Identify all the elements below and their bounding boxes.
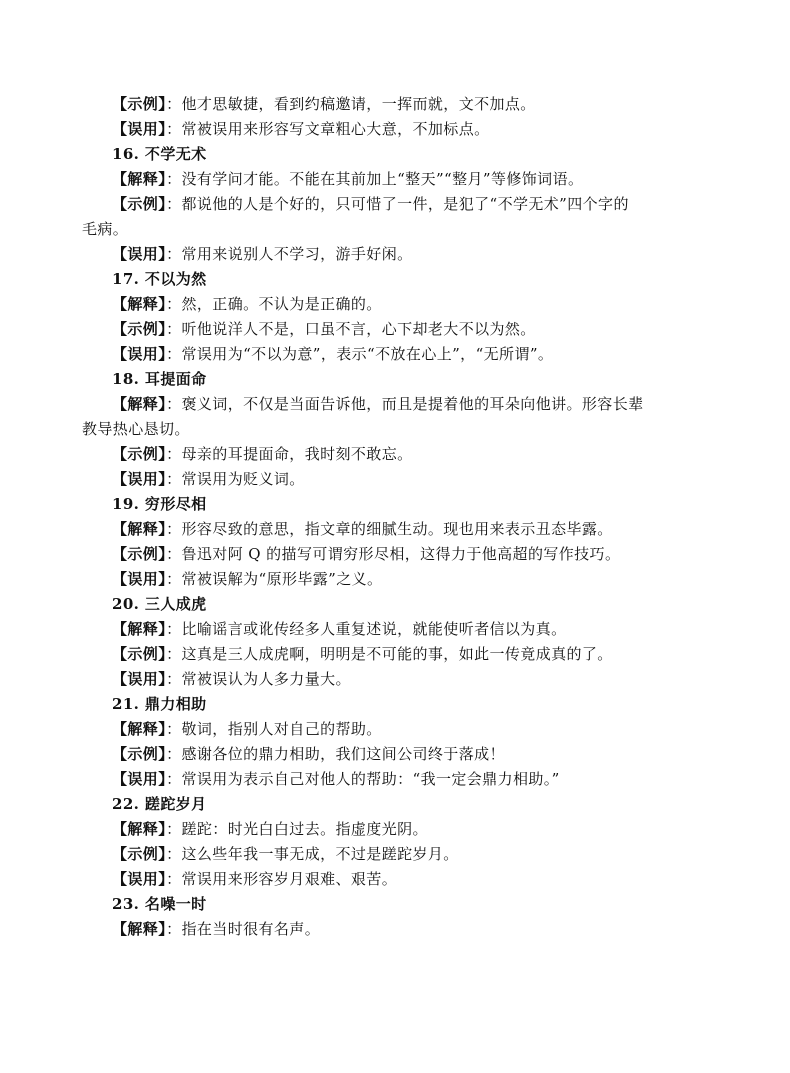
entry-text: ：常被误认为人多力量大。: [166, 670, 351, 688]
idiom-heading: 21. 鼎力相助: [112, 695, 207, 713]
entry-label: 【示例】: [112, 845, 167, 863]
idiom-heading: 22. 蹉跎岁月: [112, 795, 207, 813]
idiom-entry-line: [112, 542, 712, 567]
entry-text: ：常误用来形容岁月艰难、艰苦。: [166, 870, 398, 888]
idiom-entry-line: [112, 767, 712, 792]
entry-text: ：常被误用来形容写文章粗心大意，不加标点。: [166, 120, 490, 138]
entry-label: 【误用】: [112, 770, 167, 788]
idiom-heading: 23. 名噪一时: [112, 895, 207, 913]
idiom-entry-line: [112, 167, 712, 192]
entry-label: 【解释】: [112, 920, 167, 938]
idiom-heading: 16. 不学无术: [112, 145, 207, 163]
entry-label: 【示例】: [112, 195, 167, 213]
entry-text: ：常被误解为“原形毕露”之义。: [166, 570, 383, 588]
entry-text: ：常误用为贬义词。: [166, 470, 305, 488]
entry-text: ：蹉跎：时光白白过去。指虚度光阴。: [166, 820, 428, 838]
idiom-heading: 20. 三人成虎: [112, 595, 207, 613]
entry-text: ：常误用为表示自己对他人的帮助：“我一定会鼎力相助。”: [166, 770, 560, 788]
entry-label: 【解释】: [112, 820, 167, 838]
idiom-entry-line: [112, 92, 712, 117]
entry-label: 【误用】: [112, 870, 167, 888]
idiom-entry-line: [112, 842, 712, 867]
entry-label: 【解释】: [112, 620, 167, 638]
entry-text: ：母亲的耳提面命，我时刻不敢忘。: [166, 445, 413, 463]
idiom-entry-line: [112, 617, 712, 642]
entry-label: 【解释】: [112, 295, 167, 313]
idiom-entry-line: [112, 342, 712, 367]
entry-text: ：比喻谣言或讹传经多人重复述说，就能使听者信以为真。: [166, 620, 567, 638]
idiom-list: [82, 92, 712, 942]
entry-label: 【误用】: [112, 470, 167, 488]
entry-label: 【误用】: [112, 245, 167, 263]
idiom-heading: 17. 不以为然: [112, 270, 207, 288]
idiom-entry-line: [112, 292, 712, 317]
idiom-entry-line: [112, 742, 712, 767]
entry-text: ：没有学问才能。不能在其前加上“整天”“整月”等修饰词语。: [166, 170, 584, 188]
idiom-entry-line: [112, 917, 712, 942]
entry-label: 【示例】: [112, 545, 167, 563]
entry-label: 【示例】: [112, 745, 167, 763]
idiom-entry-line: [112, 817, 712, 842]
idiom-entry-line: [112, 242, 712, 267]
entry-text: ：指在当时很有名声。: [166, 920, 321, 938]
entry-text: ：常用来说别人不学习，游手好闲。: [166, 245, 413, 263]
idiom-entry-line: [112, 192, 712, 217]
entry-text: ：这么些年我一事无成，不过是蹉跎岁月。: [166, 845, 459, 863]
entry-text: ：形容尽致的意思，指文章的细腻生动。现也用来表示丑态毕露。: [166, 520, 613, 538]
continued-text: 教导热心恳切。: [82, 420, 190, 438]
entry-label: 【示例】: [112, 320, 167, 338]
idiom-entry-line: [112, 392, 712, 417]
entry-label: 【解释】: [112, 520, 167, 538]
entry-text: ：都说他的人是个好的，只可惜了一件，是犯了“不学无术”四个字的: [166, 195, 629, 213]
entry-text: ：听他说洋人不是，口虽不言，心下却老大不以为然。: [166, 320, 536, 338]
idiom-entry-line: [112, 442, 712, 467]
entry-text: ：褒义词，不仅是当面告诉他，而且是提着他的耳朵向他讲。形容长辈: [166, 395, 644, 413]
continued-text: 毛病。: [82, 220, 129, 238]
idiom-entry-line: [112, 517, 712, 542]
entry-text: ：这真是三人成虎啊，明明是不可能的事，如此一传竟成真的了。: [166, 645, 613, 663]
entry-label: 【误用】: [112, 345, 167, 363]
entry-label: 【示例】: [112, 645, 167, 663]
entry-text: ：他才思敏捷，看到约稿邀请，一挥而就，文不加点。: [166, 95, 536, 113]
entry-label: 【解释】: [112, 395, 167, 413]
idiom-entry-line: [112, 717, 712, 742]
entry-label: 【解释】: [112, 720, 167, 738]
idiom-entry-line: [112, 467, 712, 492]
idiom-entry-line: [112, 667, 712, 692]
entry-label: 【解释】: [112, 170, 167, 188]
entry-label: 【示例】: [112, 95, 167, 113]
idiom-entry-line: [112, 317, 712, 342]
idiom-heading: 18. 耳提面命: [112, 370, 207, 388]
idiom-heading: 19. 穷形尽相: [112, 495, 207, 513]
entry-text: ：鲁迅对阿 Q 的描写可谓穷形尽相，这得力于他高超的写作技巧。: [166, 545, 621, 563]
entry-label: 【误用】: [112, 670, 167, 688]
entry-label: 【误用】: [112, 120, 167, 138]
idiom-entry-line: [112, 867, 712, 892]
idiom-entry-line: [112, 642, 712, 667]
entry-text: ：敬词，指别人对自己的帮助。: [166, 720, 382, 738]
entry-text: ：常误用为“不以为意”，表示“不放在心上”，“无所谓”。: [166, 345, 554, 363]
entry-text: ：感谢各位的鼎力相助，我们这间公司终于落成！: [166, 745, 505, 763]
entry-label: 【示例】: [112, 445, 167, 463]
entry-label: 【误用】: [112, 570, 167, 588]
entry-text: ：然，正确。不认为是正确的。: [166, 295, 382, 313]
idiom-entry-line: [112, 567, 712, 592]
idiom-entry-line: [112, 117, 712, 142]
